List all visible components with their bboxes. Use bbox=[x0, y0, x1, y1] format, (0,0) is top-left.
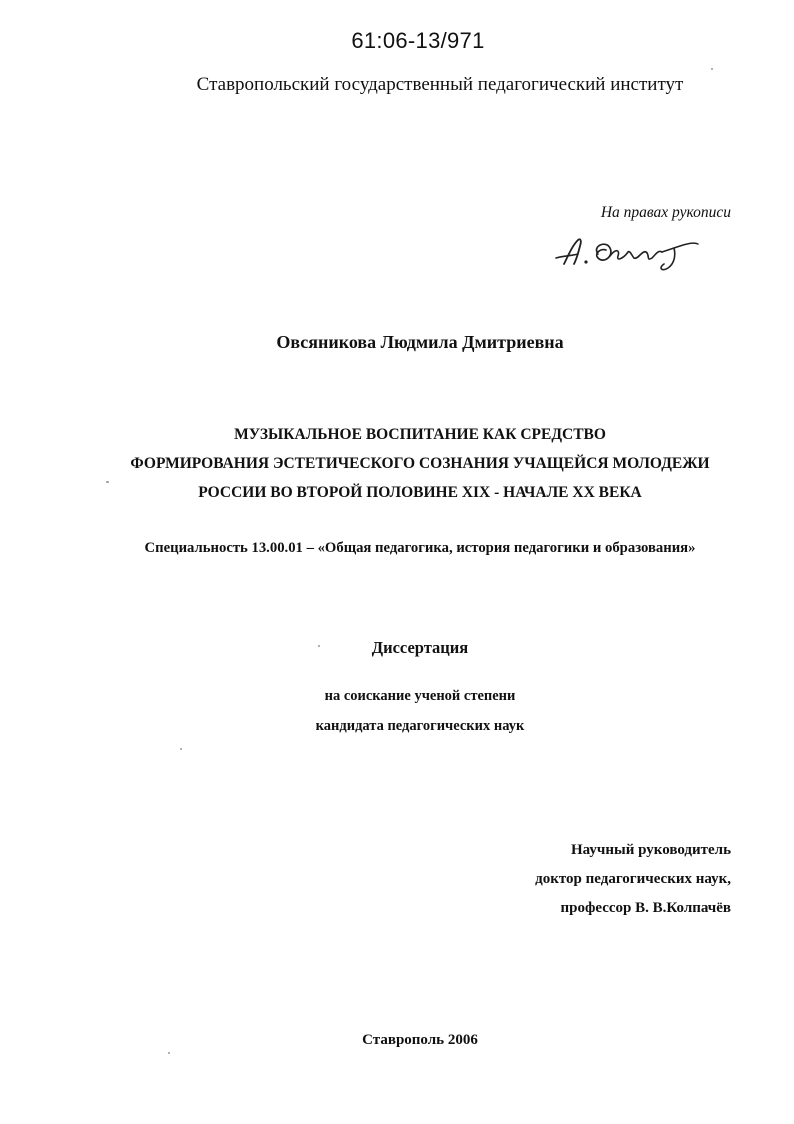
scan-speck bbox=[318, 645, 320, 647]
title-line: ФОРМИРОВАНИЯ ЭСТЕТИЧЕСКОГО СОЗНАНИЯ УЧАЩЕЙСЯ МОЛОДЕЖИ bbox=[130, 455, 710, 472]
city-year: Ставрополь 2006 bbox=[362, 1032, 478, 1048]
archive-code: 61:06-13/971 bbox=[351, 28, 485, 53]
dissertation-title bbox=[0, 420, 794, 507]
specialty-line: Специальность 13.00.01 – «Общая педагогика, история педагогики и образования» bbox=[144, 540, 696, 556]
scan-speck bbox=[106, 481, 109, 483]
supervisor-line: Научный руководитель bbox=[571, 842, 731, 858]
degree-line-1: на соискание ученой степени bbox=[324, 688, 516, 704]
manuscript-rights-note: На правах рукописи bbox=[600, 204, 731, 221]
degree-line-2: кандидата педагогических наук bbox=[315, 718, 525, 734]
scan-speck bbox=[711, 68, 713, 70]
scan-speck bbox=[180, 748, 182, 750]
title-line: МУЗЫКАЛЬНОЕ ВОСПИТАНИЕ КАК СРЕДСТВО bbox=[234, 426, 606, 443]
institute-name: Ставропольский государственный педагогический институт bbox=[196, 74, 684, 95]
title-line: РОССИИ ВО ВТОРОЙ ПОЛОВИНЕ XIX - НАЧАЛЕ XX ВЕКА bbox=[198, 484, 642, 501]
supervisor-line: профессор В. В.Колпачёв bbox=[560, 900, 731, 916]
author-name: Овсяникова Людмила Дмитриевна bbox=[276, 332, 564, 352]
document-type: Диссертация bbox=[371, 638, 469, 657]
supervisor-block bbox=[535, 836, 731, 923]
supervisor-line: доктор педагогических наук, bbox=[535, 871, 731, 887]
handwritten-signature bbox=[548, 232, 708, 274]
scan-speck bbox=[168, 1052, 170, 1054]
